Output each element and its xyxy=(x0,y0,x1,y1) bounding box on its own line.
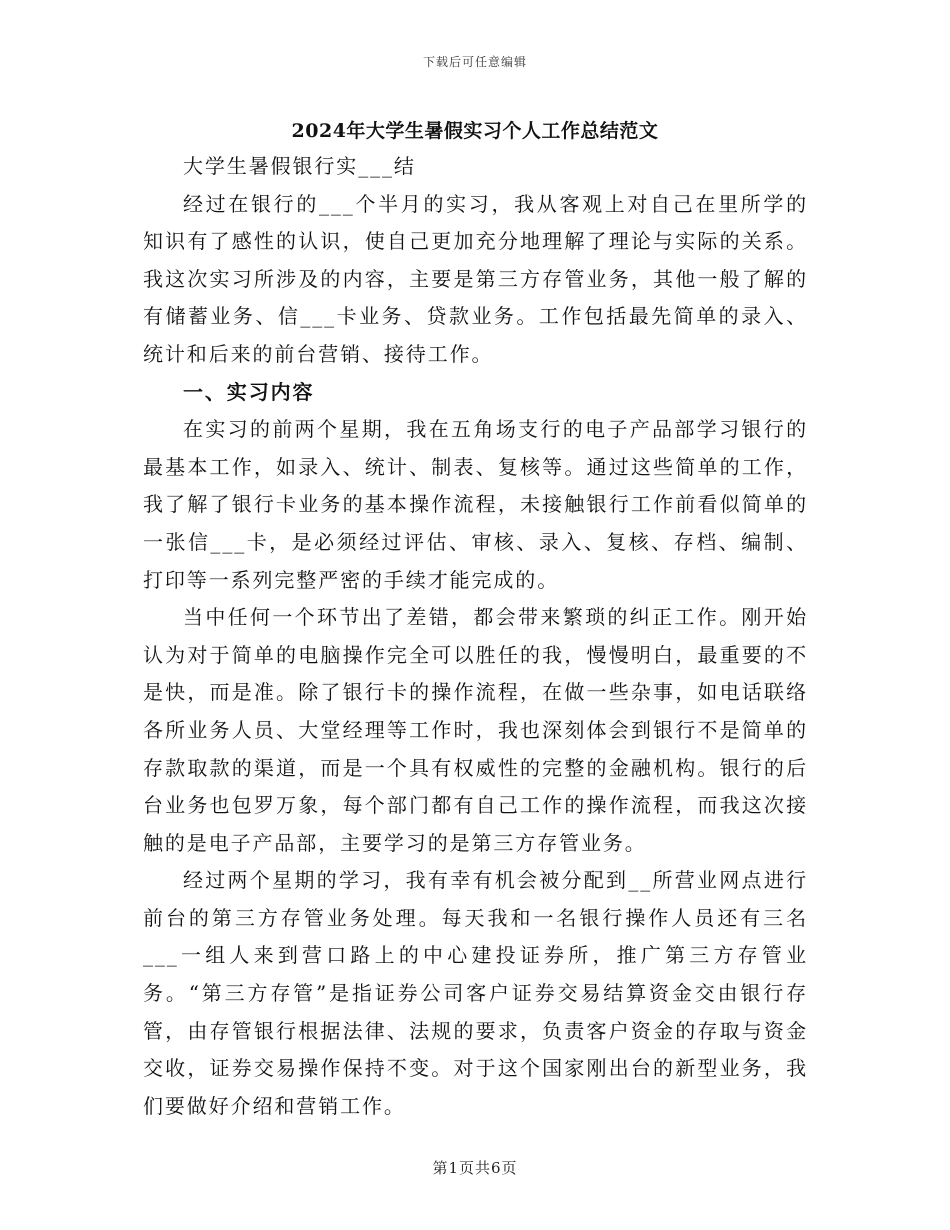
paragraph: 当中任何一个环节出了差错，都会带来繁琐的纠正工作。刚开始认为对于简单的电脑操作完全可以胜任的我，慢慢明白，最重要的不是快，而是准。除了银行卡的操作流程，在做一些杂事，如电话联络各所业务人员、大堂经理等工作时，我也深刻体会到银行不是简单的存款取款的渠道，而是一个具有权威性的完整的金融机构。银行的后台业务也包罗万象，每个部门都有自己工作的操作流程，而我这次接触的是电子产品部，主要学习的是第三方存管业务。 xyxy=(143,605,808,855)
paragraph: 经过在银行的___个半月的实习，我从客观上对自己在里所学的知识有了感性的认识，使自己更加充分地理解了理论与实际的关系。我这次实习所涉及的内容，主要是第三方存管业务，其他一般了解的有储蓄业务、信___卡业务、贷款业务。工作包括最先简单的录入、统计和后来的前台营销、接待工作。 xyxy=(143,191,808,366)
header-note: 下载后可任意编辑 xyxy=(422,55,527,69)
page-number: 第1页共6页 xyxy=(432,1159,518,1177)
paragraph: 经过两个星期的学习，我有幸有机会被分配到__所营业网点进行前台的第三方存管业务处理。每天我和一名银行操作人员还有三名___一组人来到营口路上的中心建投证券所，推广第三方存管业务。“第三方存管”是指证券公司客户证券交易结算资金交由银行存管，由存管银行根据法律、法规的要求，负责客户资金的存取与资金交收，证券交易操作保持不变。对于这个国家刚出台的新型业务，我们要做好介绍和营销工作。 xyxy=(143,868,808,1118)
document-title: 2024年大学生暑假实习个人工作总结范文 xyxy=(291,120,659,142)
document-body xyxy=(143,148,808,1125)
paragraph: 在实习的前两个星期，我在五角场支行的电子产品部学习银行的最基本工作，如录入、统计、制表、复核等。通过这些简单的工作，我了解了银行卡业务的基本操作流程，未接触银行工作前看似简单的一张信___卡，是必须经过评估、审核、录入、复核、存档、编制、打印等一系列完整严密的手续才能完成的。 xyxy=(143,417,808,592)
paragraph-subtitle: 大学生暑假银行实___结 xyxy=(183,154,416,178)
section-heading: 一、实习内容 xyxy=(183,379,315,404)
